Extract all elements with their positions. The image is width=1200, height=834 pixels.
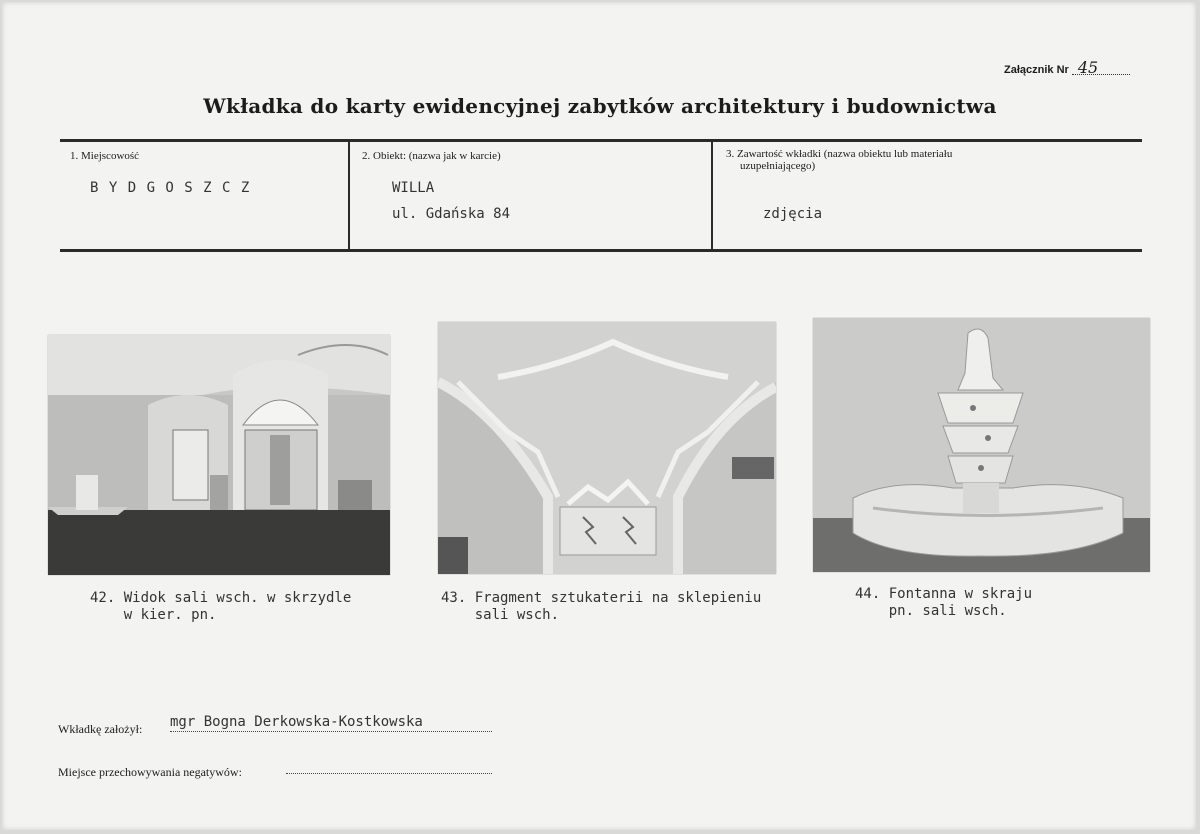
locality-label: 1. Miejscowość: [70, 150, 140, 162]
created-by-line: [170, 731, 492, 732]
contents-label-line1: 3. Zawartość wkładki (nazwa obiektu lub materiału: [726, 148, 953, 160]
photo-43-caption-line1: 43. Fragment sztukaterii na sklepieniu: [441, 590, 762, 606]
form-bottom-rule: [60, 249, 1142, 252]
photo-42-caption-line2: w kier. pn.: [90, 607, 217, 623]
photo-43-caption-line2: sali wsch.: [441, 607, 560, 623]
stucco-vault-photo: [438, 322, 776, 574]
fountain-photo: [813, 318, 1150, 572]
negatives-label: Miejsce przechowywania negatywów:: [58, 765, 242, 779]
object-address: ul. Gdańska 84: [392, 206, 511, 222]
negatives-line: [286, 773, 492, 774]
attachment-value: 45: [1072, 62, 1130, 75]
interior-hall-photo: [48, 335, 390, 575]
attachment-label: Załącznik Nr: [1004, 64, 1069, 76]
locality-value: B Y D G O S Z C Z: [90, 180, 251, 196]
object-label: 2. Obiekt: (nazwa jak w karcie): [362, 150, 501, 162]
page-title: Wkładka do karty ewidencyjnej zabytków architektury i budownictwa: [203, 94, 997, 118]
contents-value: zdjęcia: [763, 206, 823, 222]
contents-label-line2: uzupełniającego): [740, 160, 816, 172]
attachment-number: [1004, 58, 1130, 77]
photo-44-caption-line1: 44. Fontanna w skraju: [855, 586, 1033, 602]
form-top-rule: [60, 139, 1142, 142]
form-divider-2: [711, 141, 713, 251]
photo-42-caption-line1: 42. Widok sali wsch. w skrzydle: [90, 590, 352, 606]
form-divider-1: [348, 141, 350, 251]
photo-44-caption-line2: pn. sali wsch.: [855, 603, 1007, 619]
created-by-label: Wkładkę założył:: [58, 722, 143, 736]
created-by-value: mgr Bogna Derkowska-Kostkowska: [170, 714, 423, 730]
object-name: WILLA: [392, 180, 435, 196]
